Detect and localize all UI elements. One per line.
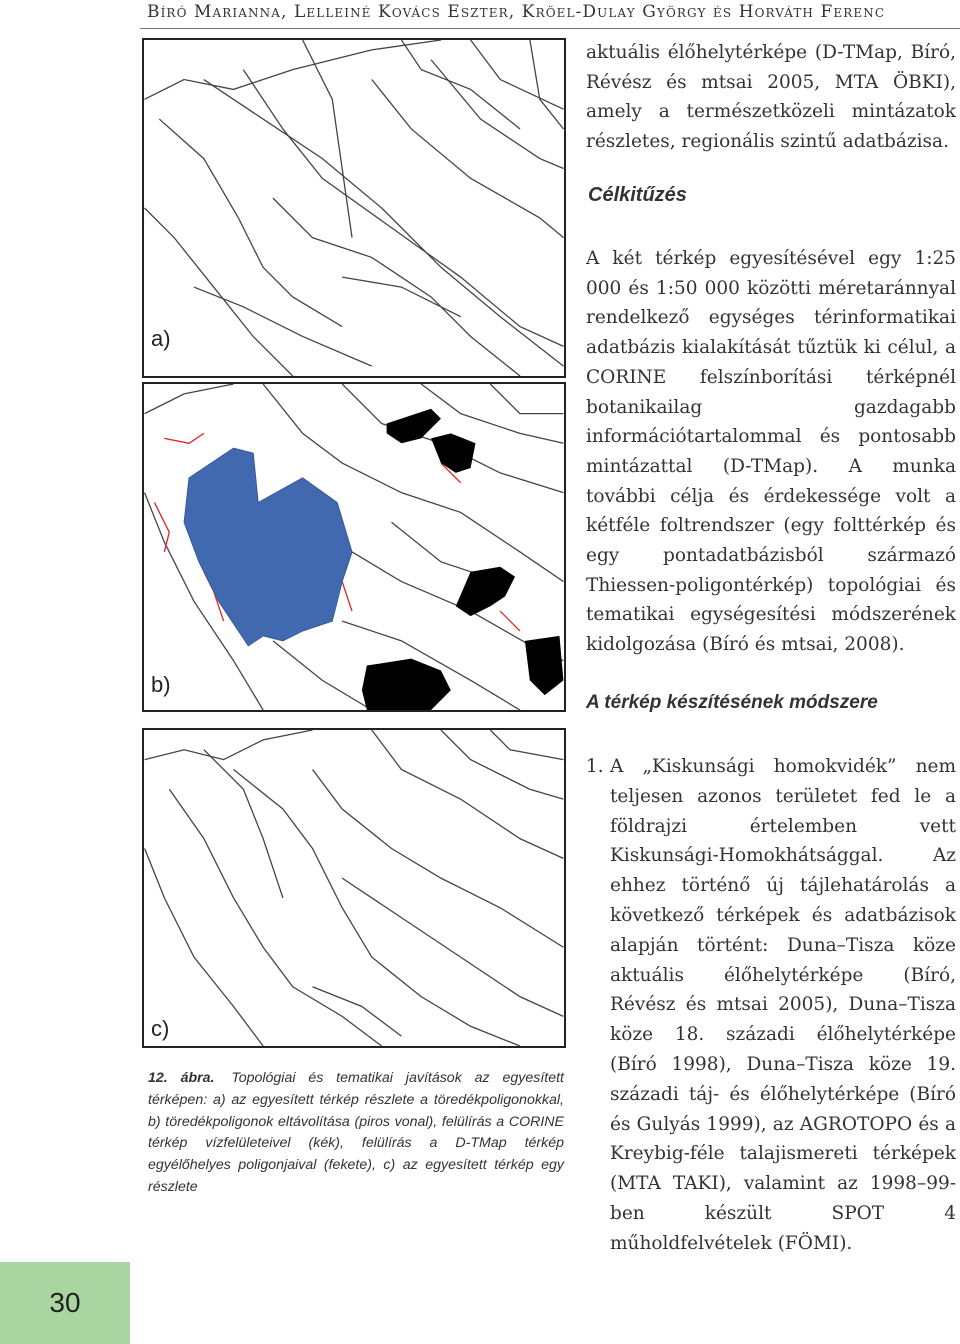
boundary-line bbox=[372, 730, 564, 858]
boundary-line bbox=[159, 119, 342, 327]
dtmap-polygon bbox=[431, 433, 475, 473]
boundary-line bbox=[342, 277, 461, 317]
caption-number: 12. ábra. bbox=[148, 1070, 215, 1086]
dtmap-polygon bbox=[456, 567, 515, 616]
removed-fragment-line bbox=[154, 503, 169, 552]
dtmap-polygon bbox=[362, 659, 451, 710]
boundary-line bbox=[471, 40, 564, 109]
page-number-box bbox=[0, 1262, 130, 1344]
page-number: 30 bbox=[49, 1287, 81, 1318]
boundary-line bbox=[490, 384, 563, 414]
method-item-text: A „Kiskunsági homokvidék” nem teljesen azonos területet fed le a földrajzi értelemben vett Kiskunsági-Homokhátsággal. Az ehhez történő új tájlehatárolás a következő térképek és adatbázisok alapján történt: Duna–Tisza köze aktuális élőhelytérképe (Bíró, Révész és mtsai 2005), Duna–Tisza köze 18. századi élőhelytérképe (Bíró 1998), Duna–Tisza köze 19. századi táj- és élőhelytérképe (Bíró és Gulyás 1999), az AGROTOPO és a Kreybig-féle talajismereti térképek (MTA TAKI), valamint az 1998–99-ben készült SPOT 4 műholdfelvételek (FÖMI). bbox=[610, 756, 956, 1254]
boundary-line bbox=[145, 730, 313, 760]
map-panel-c bbox=[142, 728, 566, 1048]
boundary-line bbox=[490, 730, 563, 760]
boundary-line bbox=[530, 40, 564, 129]
panel-label-b: b) bbox=[148, 674, 174, 696]
figure-caption bbox=[148, 1068, 564, 1199]
boundary-line bbox=[169, 789, 381, 1046]
boundary-line bbox=[204, 750, 283, 898]
removed-fragment-line bbox=[164, 433, 204, 443]
boundary-line bbox=[273, 641, 372, 710]
boundary-line bbox=[273, 198, 520, 376]
method-item-number: 1. bbox=[586, 756, 604, 777]
map-a-svg bbox=[144, 40, 564, 376]
panel-label-c: c) bbox=[148, 1018, 172, 1040]
header-rule bbox=[140, 28, 960, 29]
panel-label-a: a) bbox=[148, 328, 174, 350]
method-list-item bbox=[586, 752, 956, 1259]
boundary-line bbox=[313, 987, 402, 1036]
boundary-line bbox=[303, 40, 352, 238]
map-panel-a bbox=[142, 38, 566, 378]
boundary-line bbox=[234, 770, 520, 1047]
removed-fragment-line bbox=[500, 611, 520, 631]
boundary-line bbox=[441, 730, 563, 799]
water-body-corine bbox=[184, 448, 352, 646]
map-c-svg bbox=[144, 730, 564, 1046]
intro-paragraph: aktuális élőhelytérképe (D-TMap, Bíró, Révész és mtsai 2005, MTA ÖBKI), amely a természetközeli mintázatok részletes, regionális szintű adatbázisa. bbox=[586, 42, 956, 153]
boundary-line bbox=[144, 40, 440, 99]
caption-text: Topológiai és tematikai javítások az egyesített térképen: a) az egyesített térkép részlete a töredékpoligonokkal, b) töredékpoligonok eltávolítása (piros vonal), felülírás a CORINE térkép vízfelületeivel (kék), felülírás a D-TMap térkép egyélőhelyes poligonjaival (fekete), c) az egyesített térkép egy részlete bbox=[148, 1070, 564, 1195]
boundary-line bbox=[194, 287, 372, 366]
map-b-svg bbox=[144, 384, 564, 710]
boundary-line bbox=[243, 70, 563, 347]
section-heading-method: A térkép készítésének módszere bbox=[586, 692, 878, 713]
boundary-line bbox=[145, 384, 234, 414]
boundary-line bbox=[401, 40, 520, 129]
section-heading-goal: Célkitűzés bbox=[588, 184, 687, 206]
dtmap-polygon bbox=[525, 636, 564, 695]
boundary-line bbox=[342, 878, 563, 1016]
running-head: Bíró Marianna, Lelleiné Kovács Eszter, Kröel-Dulay György és Horváth Ferenc bbox=[147, 2, 886, 22]
goal-paragraph: A két térkép egyesítésével egy 1:25 000 és 1:50 000 közötti méretaránnyal rendelkező egységes térinformatikai adatbázis kialakítását tűztük ki célul, a CORINE felszínborítási térképnél botanikailag gazdagabb információtartalommal és pontosabb mintázattal (D-TMap). A munka további célja és érdekessége volt a kétféle foltrendszer (egy folttérkép és egy pontadatbázisból származó Thiessen-poligontérkép) topológiai és tematikai egységesítési módszerének kidolgozása (Bíró és mtsai, 2008). bbox=[586, 248, 956, 656]
map-panel-b bbox=[142, 382, 566, 712]
